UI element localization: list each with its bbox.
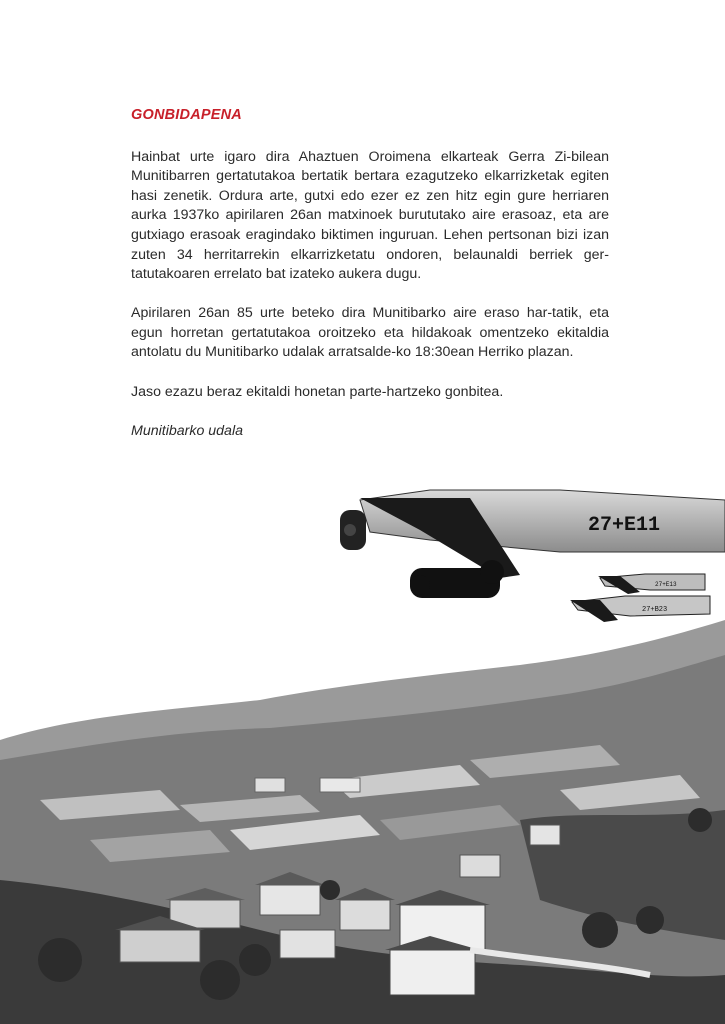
paragraph-event: Apirilaren 26an 85 urte beteko dira Munitibarko aire eraso har-tatik, eta egun horretan gertatutakoa oroitzeko eta hildakoak omentzeko ekitaldia antolatu du Munitibarko udalak arratsalde-ko 18:30ean Herriko plazan. [131, 305, 609, 361]
second-plane-marking: 27+E13 [655, 581, 677, 588]
paragraph-invite: Jaso ezazu beraz ekitaldi honetan parte-hartzeko gonbitea. [131, 383, 504, 400]
signature: Munitibarko udala [131, 422, 243, 439]
third-plane-marking: 27+B23 [642, 606, 668, 614]
invitation-text [131, 106, 609, 441]
historic-photo [0, 460, 725, 1024]
main-plane-marking: 27+E11 [588, 514, 661, 537]
paragraph-intro: Hainbat urte igaro dira Ahaztuen Oroimena elkarteak Gerra Zi-bilean Munitibarren gertatutakoa bertatik bertara ezagutzeko elkarrizketak egiten hasi zenetik. Ordura arte, gutxi edo ezer ez zen hitz egin gure herriaren aurka 1937ko apirilaren 26an matxinoek burututako aire erasoaz, eta are gutxiago erasoak eragindako biktimen inguruan. Lehen pertsonan bizi izan zuten 34 herritarrekin elkarrizketatu ondoren, belaunaldi berriek ger-tatutakoaren errelato bat izateko aukera dugu. [131, 148, 609, 283]
heading: GONBIDAPENA [131, 107, 242, 123]
valley-and-planes-photo [0, 460, 725, 1024]
